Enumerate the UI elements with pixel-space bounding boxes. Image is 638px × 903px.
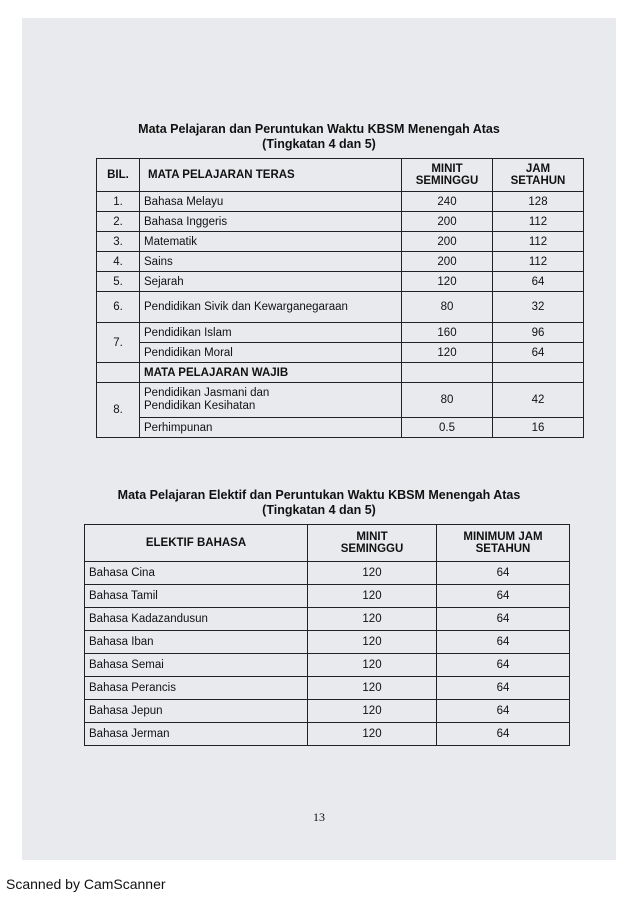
row-subject: Pendidikan Jasmani dan Pendidikan Kesihatan: [140, 383, 402, 418]
row-subject: Bahasa Inggeris: [140, 212, 402, 232]
row-jam: 42: [493, 383, 584, 418]
scanned-page: [22, 18, 616, 860]
row-bil-empty: [97, 363, 140, 383]
header-jam: MINIMUM JAM SETAHUN: [437, 525, 570, 562]
row-subject: Bahasa Iban: [85, 631, 308, 654]
table-row: [85, 654, 570, 677]
row-minit: 200: [402, 232, 493, 252]
row-subject: Bahasa Kadazandusun: [85, 608, 308, 631]
row-subject: Bahasa Semai: [85, 654, 308, 677]
table2-title: Mata Pelajaran Elektif dan Peruntukan Waktu KBSM Menengah Atas: [117, 488, 521, 502]
row-minit: 120: [308, 631, 437, 654]
row-minit: 200: [402, 212, 493, 232]
table-row: [97, 252, 584, 272]
row-subject: Bahasa Tamil: [85, 585, 308, 608]
row-jam: 64: [437, 700, 570, 723]
table1-subtitle: (Tingkatan 4 dan 5): [262, 137, 376, 151]
table-row: [97, 418, 584, 438]
wajib-header-row: [97, 363, 584, 383]
table-header-row: [85, 525, 570, 562]
row-subject: Bahasa Jerman: [85, 723, 308, 746]
header-jam: JAM SETAHUN: [493, 159, 584, 192]
row-subject: Pendidikan Islam: [140, 323, 402, 343]
row-subject: Bahasa Jepun: [85, 700, 308, 723]
table-row: [97, 192, 584, 212]
row-jam: 64: [437, 585, 570, 608]
row-subject: Perhimpunan: [140, 418, 402, 438]
row-subject: Pendidikan Sivik dan Kewarganegaraan: [140, 292, 402, 323]
table-header-row: [97, 159, 584, 192]
row-subject: Sejarah: [140, 272, 402, 292]
header-bil: BIL.: [97, 159, 140, 192]
row-minit: 120: [308, 700, 437, 723]
header-minit: MINIT SEMINGGU: [308, 525, 437, 562]
row-bil: 7.: [97, 323, 140, 363]
row-subject: Pendidikan Moral: [140, 343, 402, 363]
row-minit: 80: [402, 383, 493, 418]
table2-subtitle: (Tingkatan 4 dan 5): [262, 503, 376, 517]
row-minit: 0.5: [402, 418, 493, 438]
row-minit: 240: [402, 192, 493, 212]
row-jam: 128: [493, 192, 584, 212]
table-row: [85, 723, 570, 746]
row-jam: 112: [493, 212, 584, 232]
row-jam: 112: [493, 232, 584, 252]
row-minit: 120: [308, 677, 437, 700]
row-jam: 64: [437, 723, 570, 746]
row-bil: 6.: [97, 292, 140, 323]
row-bil: 5.: [97, 272, 140, 292]
row-subject: Bahasa Melayu: [140, 192, 402, 212]
row-minit: 120: [402, 343, 493, 363]
row-minit: 120: [402, 272, 493, 292]
row-minit: 120: [308, 562, 437, 585]
row-subject: Bahasa Perancis: [85, 677, 308, 700]
empty-cell: [402, 363, 493, 383]
table-row: [97, 232, 584, 252]
row-minit: 80: [402, 292, 493, 323]
table-row: [97, 343, 584, 363]
elective-subjects-table: [84, 524, 570, 746]
row-jam: 64: [493, 272, 584, 292]
table1-title: Mata Pelajaran dan Peruntukan Waktu KBSM Menengah Atas: [138, 122, 500, 136]
table-row: [97, 212, 584, 232]
document-sheet: [22, 18, 616, 860]
row-minit: 120: [308, 723, 437, 746]
table-row: [97, 383, 584, 418]
row-bil: 3.: [97, 232, 140, 252]
row-minit: 160: [402, 323, 493, 343]
row-minit: 120: [308, 608, 437, 631]
empty-cell: [493, 363, 584, 383]
row-minit: 200: [402, 252, 493, 272]
row-jam: 64: [437, 677, 570, 700]
row-jam: 64: [493, 343, 584, 363]
row-jam: 64: [437, 631, 570, 654]
row-bil: 4.: [97, 252, 140, 272]
row-subject: Matematik: [140, 232, 402, 252]
row-bil: 2.: [97, 212, 140, 232]
table-row: [85, 585, 570, 608]
table-row: [85, 677, 570, 700]
table-row: [85, 608, 570, 631]
row-subject: Bahasa Cina: [85, 562, 308, 585]
row-jam: 64: [437, 654, 570, 677]
table-row: [97, 292, 584, 323]
row-minit: 120: [308, 585, 437, 608]
header-minit: MINIT SEMINGGU: [402, 159, 493, 192]
table1-heading: [22, 122, 616, 152]
scanner-footer: Scanned by CamScanner: [6, 876, 166, 892]
header-subject: ELEKTIF BAHASA: [85, 525, 308, 562]
row-jam: 112: [493, 252, 584, 272]
row-bil: 8.: [97, 383, 140, 438]
table-row: [97, 323, 584, 343]
row-bil: 1.: [97, 192, 140, 212]
table-row: [85, 631, 570, 654]
row-jam: 64: [437, 562, 570, 585]
page-number: 13: [313, 810, 325, 824]
row-minit: 120: [308, 654, 437, 677]
table-row: [85, 562, 570, 585]
table2-heading: [22, 488, 616, 518]
table-row: [85, 700, 570, 723]
row-jam: 16: [493, 418, 584, 438]
table-row: [97, 272, 584, 292]
row-jam: 64: [437, 608, 570, 631]
core-subjects-table: [96, 158, 584, 438]
wajib-header: MATA PELAJARAN WAJIB: [140, 363, 402, 383]
row-jam: 96: [493, 323, 584, 343]
row-subject: Sains: [140, 252, 402, 272]
header-subject: MATA PELAJARAN TERAS: [140, 159, 402, 192]
row-jam: 32: [493, 292, 584, 323]
